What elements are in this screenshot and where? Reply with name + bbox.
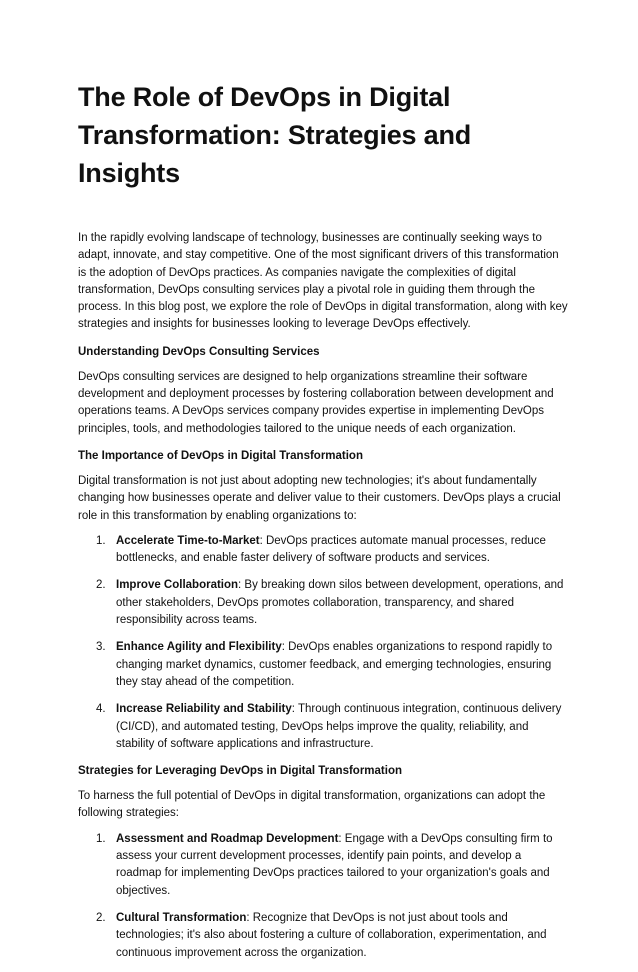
list-item-text: : DevOps practices automate manual processes, reduce bottlenecks, and enable faster delivery of software products and services. [116,534,546,565]
list-item [96,701,568,753]
list-item [96,910,568,962]
list-item-number: 2. [96,911,106,924]
list-item-term: Enhance Agility and Flexibility [116,641,282,654]
list-item-term: Assessment and Roadmap Development [116,832,339,845]
section-heading-importance: The Importance of DevOps in Digital Transformation [78,449,363,462]
importance-list [78,533,568,753]
page-title: The Role of DevOps in Digital Transformation: Strategies and Insights [78,82,472,188]
list-item-text: : Through continuous integration, continuous delivery (CI/CD), and automated testing, DevOps helps improve the quality, reliability, and stability of software applications and infrastructure. [116,703,562,750]
list-item-term: Increase Reliability and Stability [116,703,292,716]
list-item-term: Accelerate Time-to-Market [116,534,260,547]
section-body-understanding: DevOps consulting services are designed to help organizations streamline their software development and deployment processes by fostering collaboration between development and operations teams. A DevOps services company provides expertise in implementing DevOps principles, tools, and methodologies tailored to the unique needs of each organization. [78,370,554,435]
list-item-number: 1. [96,534,106,547]
list-item-term: Cultural Transformation [116,911,247,924]
section-heading-strategies: Strategies for Leveraging DevOps in Digital Transformation [78,765,402,778]
intro-paragraph: In the rapidly evolving landscape of technology, businesses are continually seeking ways to adapt, innovate, and stay competitive. One of the most significant drivers of this transformation is the adoption of DevOps practices. As companies navigate the complexities of digital transformation, DevOps consulting services play a pivotal role in guiding them through the process. In this blog post, we explore the role of DevOps in digital transformation, along with key strategies and insights for businesses looking to leverage DevOps effectively. [78,232,568,331]
list-item-term: Improve Collaboration [116,579,239,592]
list-item-number: 4. [96,703,106,716]
strategies-list [78,831,568,962]
section-body-importance: Digital transformation is not just about adopting new technologies; it's about fundamentally changing how businesses operate and deliver value to their customers. DevOps plays a crucial role in this transformation by enabling organizations to: [78,474,561,522]
list-item-text: : DevOps enables organizations to respond rapidly to changing market dynamics, customer feedback, and emerging technologies, ensuring they stay ahead of the competition. [116,641,553,688]
list-item-number: 2. [96,579,106,592]
list-item [96,639,568,691]
list-item [96,831,568,900]
list-item-text: : By breaking down silos between development, operations, and other stakeholders, DevOps promotes collaboration, transparency, and shared responsibility across teams. [116,579,564,627]
list-item-text: : Engage with a DevOps consulting firm to assess your current development processes, identify pain points, and develop a roadmap for implementing DevOps practices tailored to your organization's goals and objectives. [116,832,553,897]
list-item-number: 1. [96,832,106,845]
section-body-strategies: To harness the full potential of DevOps in digital transformation, organizations can adopt the following strategies: [78,790,546,820]
list-item [96,577,568,629]
section-heading-understanding: Understanding DevOps Consulting Services [78,345,320,358]
list-item-text: : Recognize that DevOps is not just about tools and technologies; it's also about fostering a culture of collaboration, experimentation, and continuous improvement across the organization. [116,911,547,959]
list-item [96,533,568,568]
list-item-number: 3. [96,641,106,654]
document-page [78,78,568,972]
